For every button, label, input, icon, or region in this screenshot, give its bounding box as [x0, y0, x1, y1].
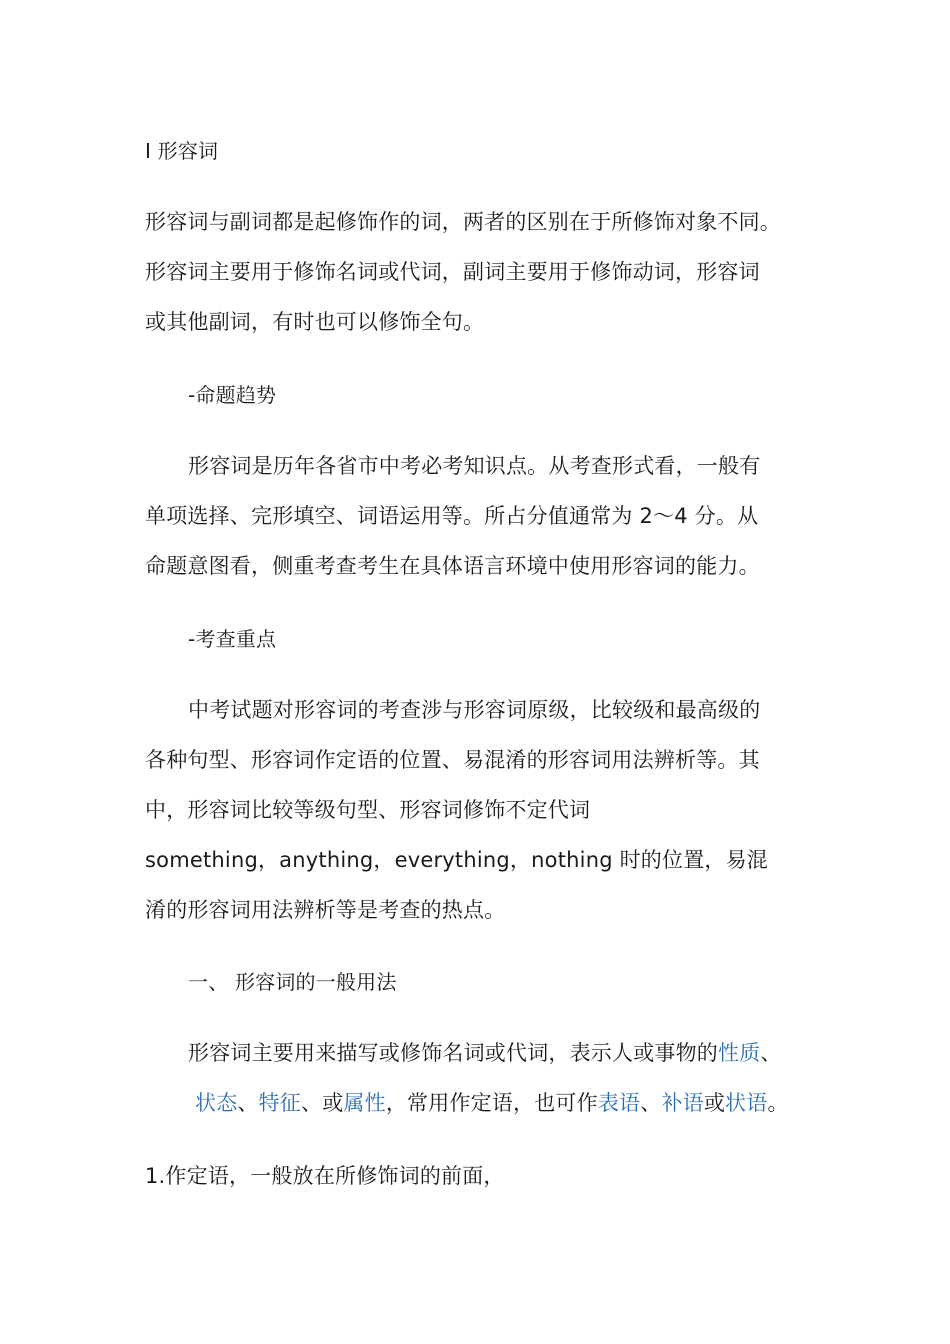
intro-line-2: 形容词主要用于修饰名词或代词，副词主要用于修饰动词，形容词 [145, 260, 760, 284]
usage-line-1-end: 、 [760, 1041, 782, 1065]
link-attribute[interactable]: 属性 [343, 1091, 386, 1115]
focus-line-2: 各种句型、形容词作定语的位置、易混淆的形容词用法辨析等。其 [145, 748, 760, 772]
doc-title: I 形容词 [145, 139, 219, 163]
focus-line-5: 淆的形容词用法辨析等是考查的热点。 [145, 898, 506, 922]
usage-end: 。 [767, 1091, 789, 1115]
link-adverbial[interactable]: 状语 [725, 1091, 768, 1115]
section1-heading: 一、 形容词的一般用法 [188, 970, 397, 994]
usage-sep-4: 或 [703, 1091, 726, 1115]
trend-line-2: 单项选择、完形填空、词语运用等。所占分值通常为 2～4 分。从 [145, 504, 759, 528]
link-state[interactable]: 状态 [195, 1091, 238, 1115]
usage-line-1 [188, 1038, 782, 1068]
usage-sep-2: 、或 [301, 1091, 344, 1115]
intro-line-1: 形容词与副词都是起修饰作的词，两者的区别在于所修饰对象不同。 [145, 210, 781, 234]
link-complement[interactable]: 补语 [661, 1091, 704, 1115]
focus-line-1: 中考试题对形容词的考查涉与形容词原级，比较级和最高级的 [188, 698, 761, 722]
usage-line-2 [195, 1088, 789, 1118]
usage-mid: ，常用作定语，也可作 [385, 1091, 598, 1115]
focus-line-4: something，anything，everything，nothing 时的位置，易混 [145, 848, 769, 872]
trend-heading: -命题趋势 [188, 383, 277, 407]
focus-line-3: 中，形容词比较等级句型、形容词修饰不定代词 [145, 798, 591, 822]
usage-line-1-text: 形容词主要用来描写或修饰名词或代词，表示人或事物的 [188, 1041, 718, 1065]
usage-sep-3: 、 [640, 1091, 662, 1115]
link-nature[interactable]: 性质 [718, 1041, 761, 1065]
intro-line-3: 或其他副词，有时也可以修饰全句。 [145, 310, 485, 334]
item-1: 1.作定语，一般放在所修饰词的前面， [145, 1164, 505, 1188]
focus-heading: -考查重点 [188, 627, 277, 651]
usage-sep-1: 、 [237, 1091, 259, 1115]
trend-line-3: 命题意图看，侧重考查考生在具体语言环境中使用形容词的能力。 [145, 554, 760, 578]
trend-line-1: 形容词是历年各省市中考必考知识点。从考查形式看，一般有 [188, 454, 761, 478]
link-feature[interactable]: 特征 [258, 1091, 302, 1115]
link-predicative[interactable]: 表语 [597, 1091, 641, 1115]
